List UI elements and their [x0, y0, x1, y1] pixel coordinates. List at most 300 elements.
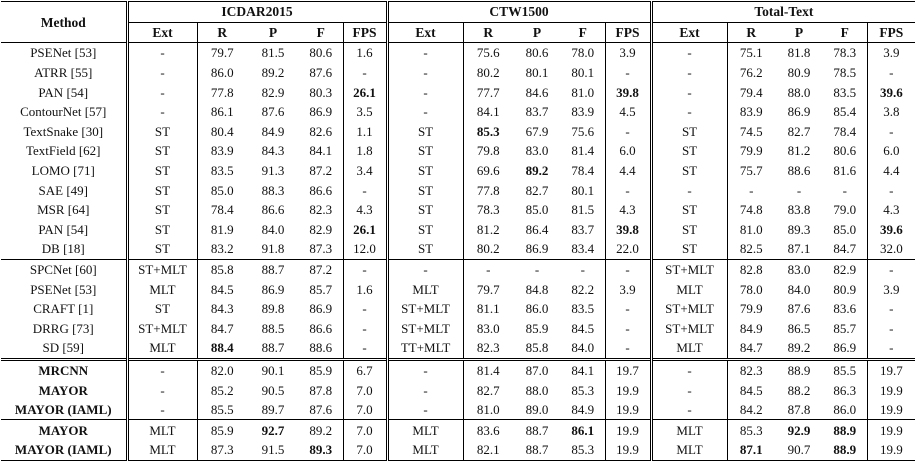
icdar2015-f-cell: 86.9 — [309, 301, 333, 317]
table-row — [1, 299, 915, 319]
totaltext-fps-header: FPS — [867, 22, 915, 43]
ctw1500-ext-cell: ST — [387, 141, 463, 161]
totaltext-f-cell: 85.0 — [833, 221, 857, 237]
totaltext-r-cell: 84.7 — [727, 338, 775, 359]
icdar2015-p-cell: 88.5 — [261, 320, 285, 336]
totaltext-r-cell: 79.9 — [727, 141, 775, 161]
totaltext-fps-cell: 6.0 — [867, 141, 915, 161]
ctw1500-fps-cell: 4.5 — [605, 102, 651, 122]
ctw1500-f-cell: 75.6 — [571, 123, 595, 139]
ctw1500-ext-cell: - — [387, 259, 463, 279]
totaltext-f-cell: 83.5 — [833, 84, 857, 100]
icdar2015-r-cell: 87.3 — [197, 440, 247, 460]
ctw1500-fps-cell: - — [605, 180, 651, 200]
icdar2015-f-cell: 86.9 — [309, 104, 333, 120]
method-cell: MAYOR — [38, 382, 88, 398]
ctw1500-r-cell: - — [463, 259, 513, 279]
ctw1500-ext-cell: - — [387, 82, 463, 102]
ctw1500-r-header: R — [463, 22, 513, 43]
icdar2015-fps-cell: 7.0 — [343, 380, 387, 400]
ctw1500-f-cell: 78.4 — [571, 163, 595, 179]
icdar2015-r-cell: 81.9 — [197, 220, 247, 240]
ctw1500-fps-cell: 22.0 — [605, 239, 651, 259]
ctw1500-r-cell: 79.8 — [463, 141, 513, 161]
icdar2015-p-cell: 89.7 — [261, 402, 285, 418]
method-cell: MAYOR — [1, 420, 127, 440]
table-row — [1, 43, 915, 63]
totaltext-r-header: R — [727, 22, 775, 43]
totaltext-f-cell: 80.9 — [833, 281, 857, 297]
totaltext-f-cell: - — [842, 182, 847, 198]
ctw1500-fps-cell: 19.9 — [605, 400, 651, 420]
table-row — [1, 141, 915, 161]
totaltext-ext-cell: ST+MLT — [651, 319, 727, 339]
icdar2015-ext-cell: MLT — [127, 338, 197, 359]
totaltext-p-cell: 82.7 — [787, 123, 811, 139]
icdar2015-r-cell: 85.5 — [197, 400, 247, 420]
totaltext-ext-cell: - — [651, 400, 727, 420]
icdar2015-fps-header: FPS — [343, 22, 387, 43]
icdar2015-f-cell: 82.9 — [309, 221, 333, 237]
icdar2015-r-cell: 85.0 — [197, 180, 247, 200]
icdar2015-f-cell: 80.6 — [299, 43, 343, 63]
ctw1500-f-cell: 81.0 — [571, 84, 595, 100]
icdar2015-ext-cell: - — [127, 359, 197, 380]
ctw1500-header: CTW1500 — [387, 2, 651, 23]
icdar2015-r-cell: 84.3 — [197, 299, 247, 319]
method-cell: DB [18] — [41, 241, 85, 257]
icdar2015-r-cell: 85.2 — [197, 380, 247, 400]
totaltext-p-cell: 89.3 — [787, 221, 811, 237]
ctw1500-fps-cell: - — [605, 259, 651, 279]
ctw1500-p-cell: 67.9 — [525, 123, 549, 139]
ctw1500-r-cell: 79.7 — [463, 279, 513, 299]
icdar2015-header: ICDAR2015 — [127, 2, 387, 23]
totaltext-fps-cell: 32.0 — [867, 239, 915, 259]
ctw1500-p-cell: 84.8 — [525, 281, 549, 297]
ctw1500-ext-cell: TT+MLT — [387, 338, 463, 359]
totaltext-fps-cell: 19.9 — [867, 400, 915, 420]
totaltext-ext-cell: ST — [651, 161, 727, 181]
icdar2015-fps-cell: 12.0 — [343, 239, 387, 259]
method-cell: DRRG [73] — [32, 320, 94, 336]
ctw1500-f-cell: 81.5 — [571, 202, 595, 218]
icdar2015-p-cell: 87.6 — [261, 104, 285, 120]
ctw1500-p-cell: 88.7 — [513, 440, 561, 460]
table-row — [1, 338, 915, 359]
icdar2015-p-cell: 90.1 — [247, 359, 299, 380]
table-row — [1, 200, 915, 220]
ctw1500-ext-cell: - — [387, 102, 463, 122]
ctw1500-p-cell: 84.6 — [525, 84, 549, 100]
totaltext-p-cell: 87.1 — [787, 241, 811, 257]
icdar2015-ext-cell: ST+MLT — [127, 259, 197, 279]
totaltext-ext-cell: - — [651, 82, 727, 102]
totaltext-fps-cell: 19.9 — [867, 380, 915, 400]
icdar2015-ext-cell: ST — [127, 299, 197, 319]
icdar2015-p-cell: 81.5 — [247, 43, 299, 63]
totaltext-r-cell: 83.9 — [727, 102, 775, 122]
totaltext-f-cell: 83.6 — [833, 301, 857, 317]
icdar2015-fps-cell: - — [343, 319, 387, 339]
ctw1500-r-cell: 85.3 — [463, 122, 513, 142]
icdar2015-ext-cell: - — [127, 102, 197, 122]
totaltext-ext-cell: ST — [651, 220, 727, 240]
ctw1500-p-cell: - — [513, 259, 561, 279]
totaltext-ext-cell: ST — [651, 141, 727, 161]
ctw1500-r-cell: 81.0 — [463, 400, 513, 420]
method-cell: MRCNN — [1, 359, 127, 380]
ctw1500-r-cell: 81.2 — [463, 220, 513, 240]
totaltext-fps-cell: 4.4 — [867, 161, 915, 181]
totaltext-ext-cell: ST — [651, 200, 727, 220]
totaltext-p-cell: 81.8 — [775, 43, 823, 63]
ctw1500-ext-cell: ST — [387, 122, 463, 142]
ctw1500-ext-cell: - — [387, 400, 463, 420]
icdar2015-p-cell: 89.2 — [261, 65, 285, 81]
method-cell: TextSnake [30] — [23, 123, 104, 139]
icdar2015-r-cell: 82.0 — [197, 359, 247, 380]
icdar2015-ext-cell: - — [127, 380, 197, 400]
icdar2015-f-cell: 85.9 — [299, 359, 343, 380]
icdar2015-f-cell: 88.6 — [309, 340, 333, 356]
totaltext-f-cell: 82.9 — [823, 259, 867, 279]
ctw1500-p-cell: 80.1 — [525, 65, 549, 81]
ctw1500-p-cell: 85.0 — [525, 202, 549, 218]
totaltext-ext-cell: MLT — [651, 440, 727, 460]
totaltext-ext-cell: ST — [651, 122, 727, 142]
icdar2015-fps-cell: 7.0 — [343, 420, 387, 440]
totaltext-fps-cell: - — [867, 63, 915, 83]
ctw1500-p-cell: 82.7 — [525, 182, 549, 198]
icdar2015-p-cell: 84.3 — [261, 143, 285, 159]
totaltext-p-cell: 90.7 — [775, 440, 823, 460]
icdar2015-r-cell: 84.5 — [197, 279, 247, 299]
totaltext-ext-cell: MLT — [651, 338, 727, 359]
icdar2015-p-cell: 88.7 — [261, 340, 285, 356]
icdar2015-p-cell: 86.9 — [261, 281, 285, 297]
ctw1500-fps-cell: - — [605, 63, 651, 83]
ctw1500-fps-cell: 39.8 — [605, 220, 651, 240]
totaltext-f-cell: 79.0 — [833, 202, 857, 218]
totaltext-r-cell: 87.1 — [727, 440, 775, 460]
totaltext-p-cell: 84.0 — [787, 281, 811, 297]
icdar2015-fps-cell: 3.4 — [343, 161, 387, 181]
method-header: Method — [1, 2, 127, 43]
icdar2015-f-cell: 87.2 — [309, 163, 333, 179]
results-table — [1, 1, 915, 461]
icdar2015-r-cell: 84.7 — [197, 319, 247, 339]
icdar2015-ext-cell: ST — [127, 239, 197, 259]
icdar2015-f-cell: 87.8 — [309, 382, 333, 398]
totaltext-p-cell: 87.6 — [787, 301, 811, 317]
ctw1500-p-cell: 83.7 — [525, 104, 549, 120]
method-cell: CRAFT [1] — [33, 301, 94, 317]
method-cell: MAYOR (IAML) — [1, 440, 127, 460]
totaltext-ext-cell: - — [651, 43, 727, 63]
table-row — [1, 102, 915, 122]
totaltext-r-cell: 78.0 — [727, 279, 775, 299]
ctw1500-r-cell: 81.4 — [463, 359, 513, 380]
ctw1500-fps-cell: - — [605, 122, 651, 142]
ctw1500-f-cell: 85.3 — [571, 382, 595, 398]
method-cell: ATRR [55] — [34, 65, 93, 81]
icdar2015-p-cell: 84.9 — [261, 123, 285, 139]
icdar2015-r-cell: 88.4 — [197, 338, 247, 359]
ctw1500-ext-cell: MLT — [387, 279, 463, 299]
ctw1500-ext-cell: MLT — [387, 420, 463, 440]
totaltext-p-cell: 87.8 — [787, 402, 811, 418]
totaltext-fps-cell: - — [867, 319, 915, 339]
method-cell: SD [59] — [42, 340, 85, 356]
ctw1500-r-cell: 75.6 — [463, 43, 513, 63]
totaltext-ext-cell: ST — [651, 239, 727, 259]
ctw1500-p-cell: 83.0 — [525, 143, 549, 159]
ctw1500-p-cell: 80.6 — [513, 43, 561, 63]
icdar2015-p-cell: 89.8 — [261, 301, 285, 317]
icdar2015-p-cell: 91.5 — [247, 440, 299, 460]
icdar2015-fps-cell: - — [343, 338, 387, 359]
ctw1500-f-cell: 84.5 — [571, 320, 595, 336]
method-cell: MAYOR (IAML) — [14, 402, 112, 418]
icdar2015-p-cell: 86.6 — [261, 202, 285, 218]
icdar2015-fps-cell: 26.1 — [343, 220, 387, 240]
icdar2015-p-cell: 91.8 — [261, 241, 285, 257]
totaltext-r-cell: 79.4 — [727, 82, 775, 102]
ctw1500-r-cell: 69.6 — [463, 161, 513, 181]
ctw1500-ext-cell: - — [387, 380, 463, 400]
icdar2015-r-cell: 86.0 — [197, 63, 247, 83]
ctw1500-r-cell: 83.0 — [463, 319, 513, 339]
ctw1500-r-cell: 77.7 — [463, 82, 513, 102]
totaltext-r-cell: 79.9 — [727, 299, 775, 319]
icdar2015-ext-cell: MLT — [127, 279, 197, 299]
icdar2015-r-cell: 79.7 — [197, 43, 247, 63]
totaltext-p-cell: 80.9 — [787, 65, 811, 81]
totaltext-p-cell: 81.2 — [787, 143, 811, 159]
icdar2015-fps-cell: 6.7 — [343, 359, 387, 380]
totaltext-f-cell: 85.7 — [833, 320, 857, 336]
ctw1500-p-cell: 89.2 — [525, 163, 549, 179]
icdar2015-p-cell: 88.7 — [247, 259, 299, 279]
ctw1500-ext-cell: ST — [387, 161, 463, 181]
table-row — [1, 279, 915, 299]
totaltext-p-cell: 83.8 — [787, 202, 811, 218]
ctw1500-r-cell: 77.8 — [463, 180, 513, 200]
icdar2015-r-cell: 83.5 — [197, 161, 247, 181]
ctw1500-ext-cell: ST — [387, 180, 463, 200]
icdar2015-ext-cell: ST+MLT — [127, 319, 197, 339]
icdar2015-fps-cell: - — [343, 259, 387, 279]
totaltext-f-cell: 78.3 — [823, 43, 867, 63]
totaltext-r-cell: 76.2 — [727, 63, 775, 83]
totaltext-r-cell: 75.1 — [727, 43, 775, 63]
ctw1500-p-cell: 85.9 — [525, 320, 549, 336]
icdar2015-ext-cell: ST — [127, 180, 197, 200]
ctw1500-f-header: F — [578, 24, 587, 40]
ctw1500-p-cell: 86.9 — [525, 241, 549, 257]
ctw1500-r-cell: 82.7 — [463, 380, 513, 400]
ctw1500-fps-cell: 3.9 — [605, 279, 651, 299]
totaltext-p-cell: - — [796, 182, 802, 198]
totaltext-ext-cell: ST+MLT — [651, 259, 727, 279]
method-cell: TextField [62] — [25, 143, 101, 159]
totaltext-fps-cell: 19.9 — [867, 420, 915, 440]
totaltext-fps-cell: 3.9 — [867, 279, 915, 299]
totaltext-fps-cell: 39.6 — [867, 220, 915, 240]
totaltext-r-cell: 84.5 — [727, 380, 775, 400]
icdar2015-p-cell: 92.7 — [247, 420, 299, 440]
icdar2015-r-cell: 77.8 — [197, 82, 247, 102]
totaltext-r-cell: 74.5 — [727, 122, 775, 142]
icdar2015-fps-cell: 1.1 — [343, 122, 387, 142]
totaltext-p-cell: 89.2 — [787, 340, 811, 356]
icdar2015-fps-cell: 4.3 — [343, 200, 387, 220]
method-cell: PSENet [53] — [1, 43, 127, 63]
ctw1500-fps-cell: 19.9 — [605, 420, 651, 440]
icdar2015-r-header: R — [197, 22, 247, 43]
table-row — [1, 440, 915, 460]
ctw1500-ext-cell: - — [387, 359, 463, 380]
ctw1500-f-cell: 85.3 — [561, 440, 605, 460]
ctw1500-f-cell: 83.4 — [571, 241, 595, 257]
icdar2015-p-cell: 88.3 — [261, 182, 285, 198]
totaltext-r-cell: 82.3 — [727, 359, 775, 380]
icdar2015-f-cell: 84.1 — [309, 143, 333, 159]
totaltext-p-cell: 86.9 — [787, 104, 811, 120]
icdar2015-fps-cell: 7.0 — [343, 440, 387, 460]
method-cell: PSENet [53] — [30, 281, 97, 297]
icdar2015-f-cell: 87.6 — [309, 402, 333, 418]
icdar2015-fps-cell: 1.6 — [343, 43, 387, 63]
totaltext-f-cell: 81.6 — [833, 163, 857, 179]
method-cell: SAE [49] — [38, 182, 88, 198]
icdar2015-fps-cell: 7.0 — [343, 400, 387, 420]
icdar2015-ext-cell: - — [127, 400, 197, 420]
totaltext-p-cell: 83.0 — [775, 259, 823, 279]
totaltext-f-cell: 86.0 — [833, 402, 857, 418]
totaltext-r-cell: 74.8 — [727, 200, 775, 220]
icdar2015-fps-cell: - — [343, 180, 387, 200]
totaltext-p-cell: 92.9 — [775, 420, 823, 440]
totaltext-r-cell: 81.0 — [727, 220, 775, 240]
icdar2015-f-cell: 89.3 — [299, 440, 343, 460]
totaltext-fps-cell: - — [867, 299, 915, 319]
totaltext-ext-cell: - — [651, 359, 727, 380]
method-cell: PAN [54] — [38, 221, 89, 237]
ctw1500-fps-cell: 19.9 — [605, 380, 651, 400]
icdar2015-p-header: P — [268, 24, 278, 40]
totaltext-ext-cell: ST+MLT — [651, 299, 727, 319]
icdar2015-p-cell: 82.9 — [261, 84, 285, 100]
ctw1500-f-cell: 78.0 — [561, 43, 605, 63]
icdar2015-r-cell: 78.4 — [197, 200, 247, 220]
totaltext-ext-cell: MLT — [651, 279, 727, 299]
icdar2015-f-cell: 87.6 — [309, 65, 333, 81]
totaltext-f-cell: 85.5 — [823, 359, 867, 380]
totaltext-ext-cell: - — [651, 380, 727, 400]
icdar2015-fps-cell: - — [343, 299, 387, 319]
totaltext-fps-cell: - — [867, 259, 915, 279]
ctw1500-p-cell: 85.8 — [525, 340, 549, 356]
icdar2015-f-cell: 89.2 — [299, 420, 343, 440]
ctw1500-r-cell: 80.2 — [463, 239, 513, 259]
ctw1500-r-cell: 78.3 — [463, 200, 513, 220]
icdar2015-ext-cell: - — [127, 43, 197, 63]
icdar2015-ext-cell: ST — [127, 122, 197, 142]
totaltext-ext-cell: - — [651, 180, 727, 200]
icdar2015-ext-cell: ST — [127, 141, 197, 161]
ctw1500-ext-cell: ST — [387, 200, 463, 220]
icdar2015-r-cell: 85.8 — [197, 259, 247, 279]
table-row — [1, 122, 915, 142]
ctw1500-fps-cell: - — [605, 338, 651, 359]
totaltext-ext-cell: - — [651, 63, 727, 83]
totaltext-r-cell: 84.9 — [727, 319, 775, 339]
icdar2015-ext-cell: - — [127, 82, 197, 102]
method-cell: SPCNet [60] — [1, 259, 127, 279]
ctw1500-fps-cell: 6.0 — [605, 141, 651, 161]
ctw1500-ext-cell: ST+MLT — [387, 319, 463, 339]
icdar2015-r-cell: 86.1 — [197, 102, 247, 122]
totaltext-fps-cell: 4.3 — [867, 200, 915, 220]
ctw1500-f-cell: 84.0 — [571, 340, 595, 356]
ctw1500-p-cell: 88.0 — [525, 382, 549, 398]
icdar2015-ext-cell: ST — [127, 161, 197, 181]
table-row — [1, 319, 915, 339]
icdar2015-f-cell: 87.3 — [309, 241, 333, 257]
ctw1500-p-cell: 88.7 — [513, 420, 561, 440]
totaltext-r-cell: 84.2 — [727, 400, 775, 420]
ctw1500-f-cell: 81.4 — [571, 143, 595, 159]
icdar2015-r-cell: 80.4 — [197, 122, 247, 142]
icdar2015-p-cell: 91.3 — [261, 163, 285, 179]
ctw1500-ext-cell: ST — [387, 239, 463, 259]
totaltext-f-cell: 85.4 — [833, 104, 857, 120]
icdar2015-fps-cell: - — [343, 63, 387, 83]
table-row — [1, 359, 915, 380]
totaltext-ext-cell: - — [651, 102, 727, 122]
totaltext-fps-cell: - — [867, 338, 915, 359]
method-cell: PAN [54] — [38, 84, 89, 100]
ctw1500-r-cell: 82.1 — [463, 440, 513, 460]
table-row — [1, 161, 915, 181]
icdar2015-f-cell: 82.3 — [309, 202, 333, 218]
ctw1500-r-cell: 80.2 — [463, 63, 513, 83]
ctw1500-fps-cell: 39.8 — [605, 82, 651, 102]
ctw1500-fps-cell: 4.4 — [605, 161, 651, 181]
totaltext-fps-cell: 3.9 — [867, 43, 915, 63]
totaltext-r-cell: 75.7 — [727, 161, 775, 181]
ctw1500-r-cell: 82.3 — [463, 338, 513, 359]
icdar2015-r-cell: 83.2 — [197, 239, 247, 259]
icdar2015-ext-cell: MLT — [127, 420, 197, 440]
ctw1500-fps-cell: 4.3 — [605, 200, 651, 220]
totaltext-ext-header: Ext — [651, 22, 727, 43]
icdar2015-ext-header: Ext — [127, 22, 197, 43]
ctw1500-ext-cell: MLT — [387, 440, 463, 460]
totaltext-p-cell: 88.9 — [775, 359, 823, 380]
ctw1500-p-header: P — [532, 24, 542, 40]
totaltext-p-cell: 88.6 — [787, 163, 811, 179]
table-row — [1, 420, 915, 440]
table-row — [1, 180, 915, 200]
totaltext-f-cell: 84.7 — [833, 241, 857, 257]
table-row — [1, 259, 915, 279]
totaltext-f-cell: 88.9 — [823, 440, 867, 460]
totaltext-f-cell: 86.9 — [833, 340, 857, 356]
ctw1500-f-cell: 82.2 — [571, 281, 595, 297]
